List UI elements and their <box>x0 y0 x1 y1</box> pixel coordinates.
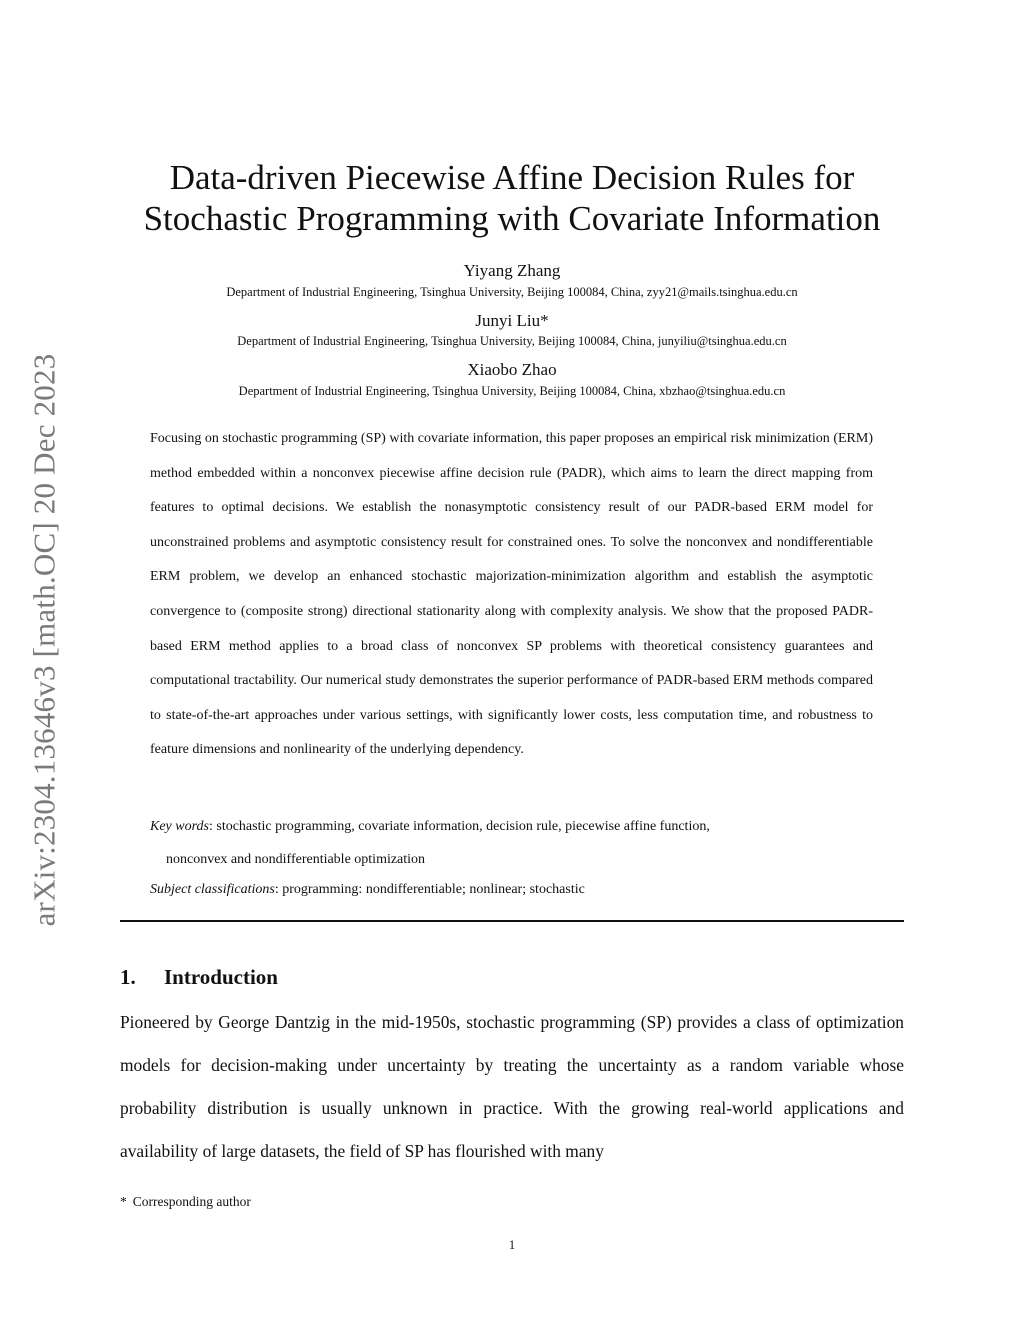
title-line-2: Stochastic Programming with Covariate Information <box>143 199 881 238</box>
page-number: 1 <box>508 1238 516 1252</box>
author-affiliation-2: Department of Industrial Engineering, Tsinghua University, Beijing 100084, China, junyiliu@tsinghua.edu.cn <box>237 334 787 348</box>
footnote-text: Corresponding author <box>132 1194 251 1209</box>
subject-text: programming: nondifferentiable; nonlinear; stochastic <box>282 882 585 897</box>
keywords-line-2: nonconvex and nondifferentiable optimization <box>166 852 426 867</box>
author-name-3: Xiaobo Zhao <box>467 360 557 379</box>
footnote-mark: * <box>120 1194 127 1209</box>
subject-classifications: Subject classifications: programming: nondifferentiable; nonlinear; stochastic <box>150 882 585 897</box>
title-line-1: Data-driven Piecewise Affine Decision Rules for <box>169 158 855 197</box>
author-name-2: Junyi Liu* <box>475 311 549 330</box>
section-title: Introduction <box>164 965 278 989</box>
author-affiliation-1: Department of Industrial Engineering, Tsinghua University, Beijing 100084, China, zyy21@mails.tsinghua.edu.cn <box>226 285 798 299</box>
arxiv-identifier <box>20 325 68 955</box>
keywords: Key words: stochastic programming, covariate information, decision rule, piecewise affine function, nonconvex and nondifferentiable optimization <box>150 810 880 876</box>
author-affiliation-3: Department of Industrial Engineering, Tsinghua University, Beijing 100084, China, xbzhao@tsinghua.edu.cn <box>238 384 786 398</box>
paper-title <box>100 157 924 239</box>
subject-label: Subject classifications <box>150 882 275 897</box>
section-number: 1. <box>120 965 136 989</box>
footnote <box>120 1193 251 1211</box>
section-heading <box>120 963 278 991</box>
intro-paragraph: Pioneered by George Dantzig in the mid-1950s, stochastic programming (SP) provides a class of optimization models for decision-making under uncertainty by treating the uncertainty as a random variable whose probability distribution is usually unknown in practice. With the growing real-world applications and availability of large datasets, the field of SP has flourished with many <box>120 1012 904 1161</box>
keywords-label: Key words <box>150 819 209 834</box>
arxiv-identifier-text: arXiv:2304.13646v3 [math.OC] 20 Dec 2023 <box>26 353 62 927</box>
abstract: Focusing on stochastic programming (SP) with covariate information, this paper proposes an empirical risk minimization (ERM) method embedded within a nonconvex piecewise affine decision rule (PADR), which aims to learn the direct mapping from features to optimal decisions. We establish the nonasymptotic consistency result of our PADR-based ERM model for unconstrained problems and asymptotic consistency result for constrained ones. To solve the nonconvex and nondifferentiable ERM problem, we develop an enhanced stochastic majorization-minimization algorithm and establish the asymptotic convergence to (composite strong) directional stationarity along with complexity analysis. We show that the proposed PADR-based ERM method applies to a broad class of nonconvex SP problems with theoretical consistency guarantees and computational tractability. Our numerical study demonstrates the superior performance of PADR-based ERM methods compared to state-of-the-art approaches under various settings, with significantly lower costs, less computation time, and robustness to feature dimensions and nonlinearity of the underlying dependency. <box>150 431 873 758</box>
section-divider <box>120 920 904 922</box>
keywords-line-1: stochastic programming, covariate information, decision rule, piecewise affine function, <box>216 819 710 834</box>
author-name-1: Yiyang Zhang <box>463 261 561 280</box>
